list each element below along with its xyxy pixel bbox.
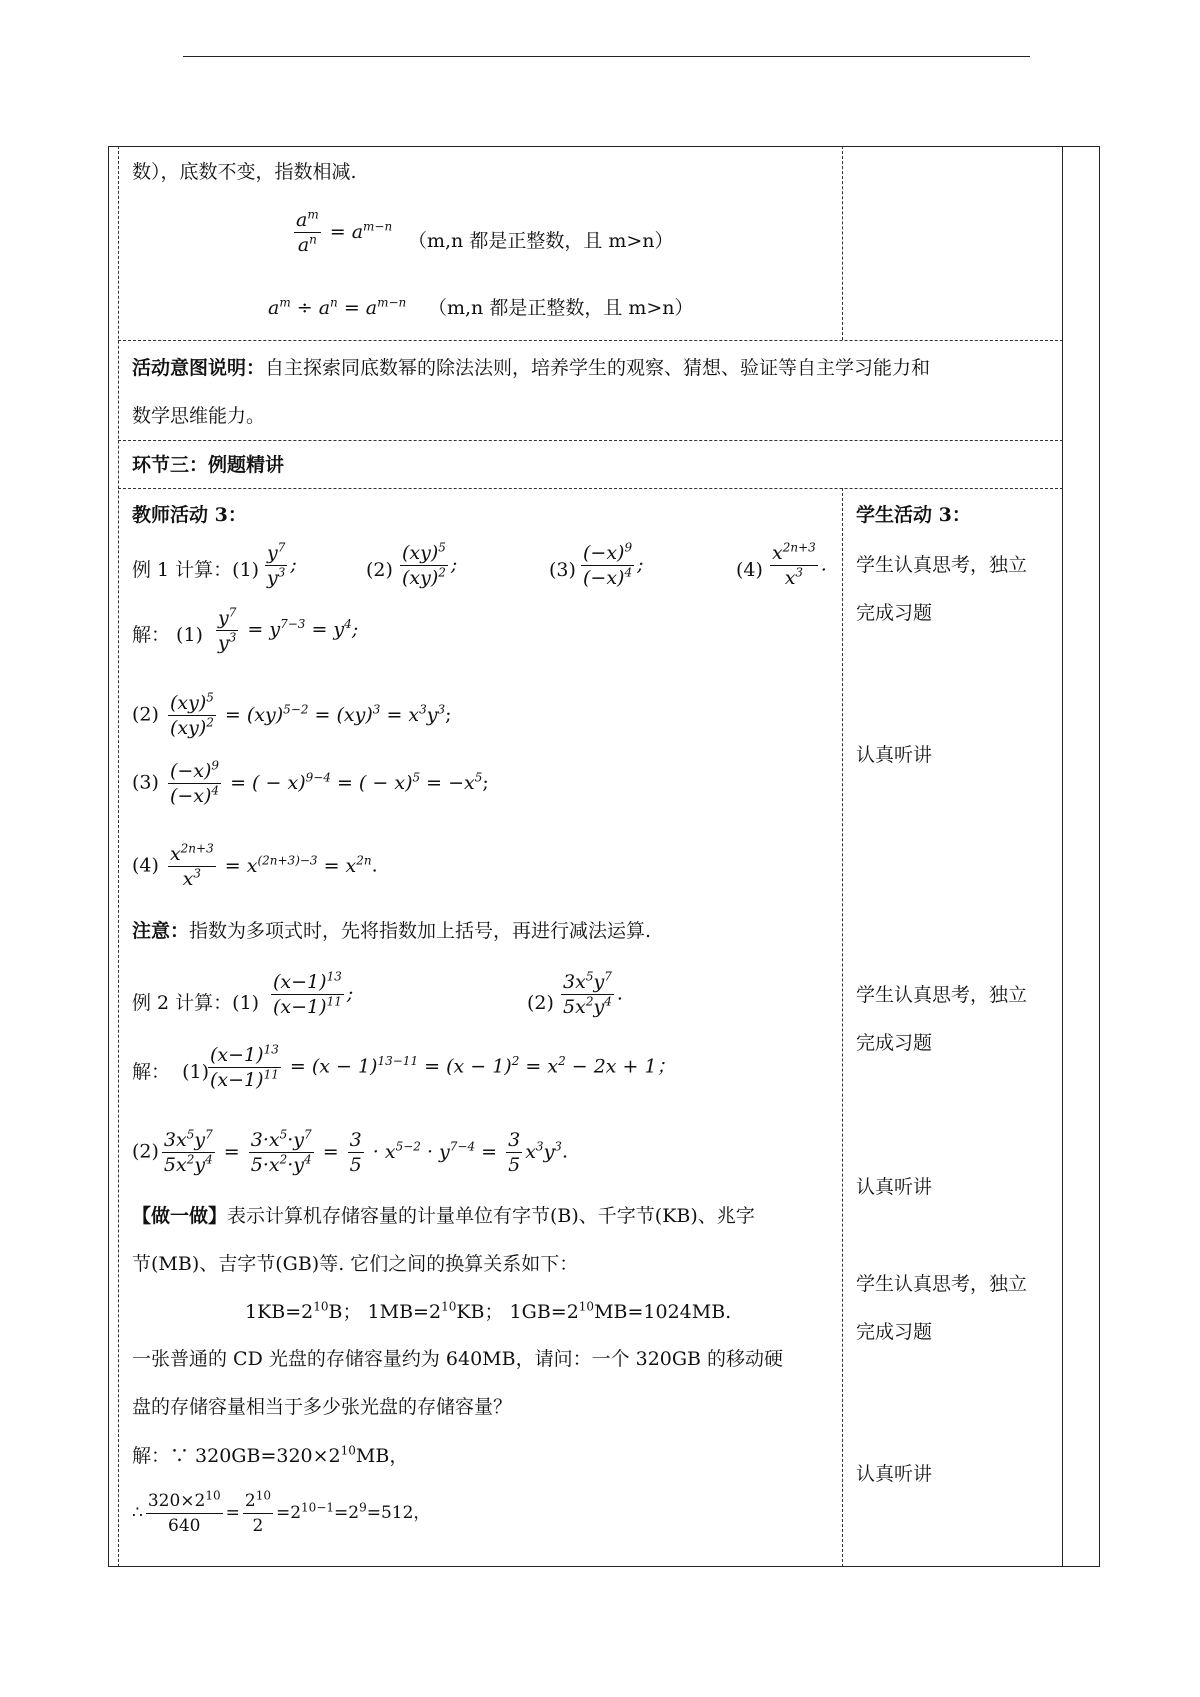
student-think: 学生认真思考，独立 [856, 984, 1028, 1006]
intent-label: 活动意图说明： [132, 357, 266, 379]
section-title: 环节三：例题精讲 [132, 454, 285, 476]
student-listen: 认真听讲 [856, 1463, 933, 1485]
teacher-title: 教师活动 3： [132, 504, 247, 526]
example1-item2: $\frac{(xy)^5}{(xy)^2}$ ; [402, 540, 458, 589]
student-listen: 认真听讲 [856, 1176, 933, 1198]
formula-note: （m,n 都是正整数，且 m>n） [408, 230, 674, 252]
example1-item3-label: (3) [549, 559, 576, 581]
example2-label: 例 2 计算：(1) [132, 992, 260, 1014]
example1-label: 例 1 计算：(1) [132, 559, 260, 581]
note-text: 指数为多项式时，先将指数加上括号，再进行减法运算. [189, 920, 652, 942]
example1-item3: $\frac{(-x)^9}{(-x)^4}$ ; [583, 540, 644, 589]
row-divider [118, 488, 1063, 489]
solution1-step1: $\frac{y^7}{y^3}$ = $y^{7-3} = y^4$; [218, 605, 359, 654]
student-finish: 完成习题 [856, 1321, 933, 1343]
note-line [132, 918, 651, 944]
doit-line-3: $1KB=2^{10}B$； $1MB=2^{10}KB$； $1GB=2^{10}MB=1024MB$. [245, 1299, 732, 1323]
example1-item4: $\frac{x^{2n+3}}{x^3}$ . [772, 540, 827, 589]
student-finish: 完成习题 [856, 602, 933, 624]
solution1-step2: (2) $\frac{(xy)^5}{(xy)^2}$ = $(xy)^{5-2} = (xy)^3 = x^3y^3$; [132, 690, 452, 739]
student-think: 学生认真思考，独立 [856, 1273, 1028, 1295]
row-divider [118, 340, 1063, 341]
student-listen: 认真听讲 [856, 744, 933, 766]
doit-line-5: 盘的存储容量相当于多少张光盘的存储容量？ [132, 1396, 513, 1418]
student-finish: 完成习题 [856, 1032, 933, 1054]
example1-item2-label: (2) [366, 559, 393, 581]
solution2-step2: (2) $\frac{3x^5y^7}{5x^2y^4}$ = $\frac{3\cdot x^5\cdot y^7}{5\cdot x^2\cdot y^4}$ = $\frac{3}{5}$ · $x^{5-2} \cdot y^{7-4}$ = $\frac{3}{5}$ $x^3y^3$. [132, 1127, 568, 1176]
example1-item1: $\frac{y^7}{y^3}$ ; [267, 540, 297, 589]
formula-note: （m,n 都是正整数，且 m>n） [428, 297, 694, 319]
student-title: 学生活动 3： [856, 504, 971, 526]
example2-item2: $\frac{3x^5y^7}{5x^2y^4}$ . [563, 969, 623, 1018]
doit-line-1: 【做一做】表示计算机存储容量的计量单位有字节(B)、千字节(KB)、兆字 [132, 1205, 755, 1227]
solution1-step3: (3) $\frac{(-x)^9}{(-x)^4}$ = ( − x)$^{9-4}$ = ( − $x)^5 = -x^5$; [132, 758, 489, 807]
note-label: 注意： [132, 920, 190, 942]
intent-text: 自主探索同底数幂的除法法则，培养学生的观察、猜想、验证等自主学习能力和 [265, 357, 931, 379]
doit-label: 【做一做】 [132, 1205, 228, 1227]
intent-line [132, 355, 930, 381]
header-rule [183, 56, 1030, 57]
rule-text: 数），底数不变，指数相减. [132, 161, 357, 183]
example1-item4-label: (4) [736, 559, 763, 581]
formula-fraction: $\frac{a^m}{a^n}$ = $a^{m-n}$ [296, 207, 393, 256]
example2-item1: $\frac{(x-1)^{13}}{(x-1)^{11}}$ ; [273, 969, 354, 1018]
intent-text-2: 数学思维能力。 [132, 405, 266, 427]
solution2-label: 解： (1) [132, 1061, 210, 1083]
solution3-line-2: ∴ $\frac{320\times 2^{10}}{640}$ = $\frac{2^{10}}{2}$ $=2^{10-1}=2^9=512$， [132, 1488, 431, 1536]
doit-line-4: 一张普通的 CD 光盘的存储容量约为 640MB，请问：一个 320GB 的移动硬 [132, 1348, 784, 1370]
row-divider [118, 440, 1063, 441]
column-divider [842, 488, 843, 1567]
formula-division: $a^m \div a^n = a^{m-n}$ [268, 295, 407, 319]
example2-item2-label: (2) [527, 992, 554, 1014]
solution1-label: 解： (1) [132, 624, 203, 646]
column-divider [842, 146, 843, 340]
doit-line-2: 节(MB)、吉字节(GB)等. 它们之间的换算关系如下： [132, 1253, 579, 1275]
solution3-line-1: 解：∵ $320GB=320\times 2^{10}MB$， [132, 1443, 409, 1467]
student-think: 学生认真思考，独立 [856, 554, 1028, 576]
solution2-step1: $\frac{(x-1)^{13}}{(x-1)^{11}}$ = $(x - 1)^{13-11} = (x - 1)^2 = x^2 - 2x + 1$； [210, 1042, 676, 1091]
solution1-step4: (4) $\frac{x^{2n+3}}{x^3}$ = $x^{(2n+3)-3} = x^{2n}$. [132, 841, 378, 890]
